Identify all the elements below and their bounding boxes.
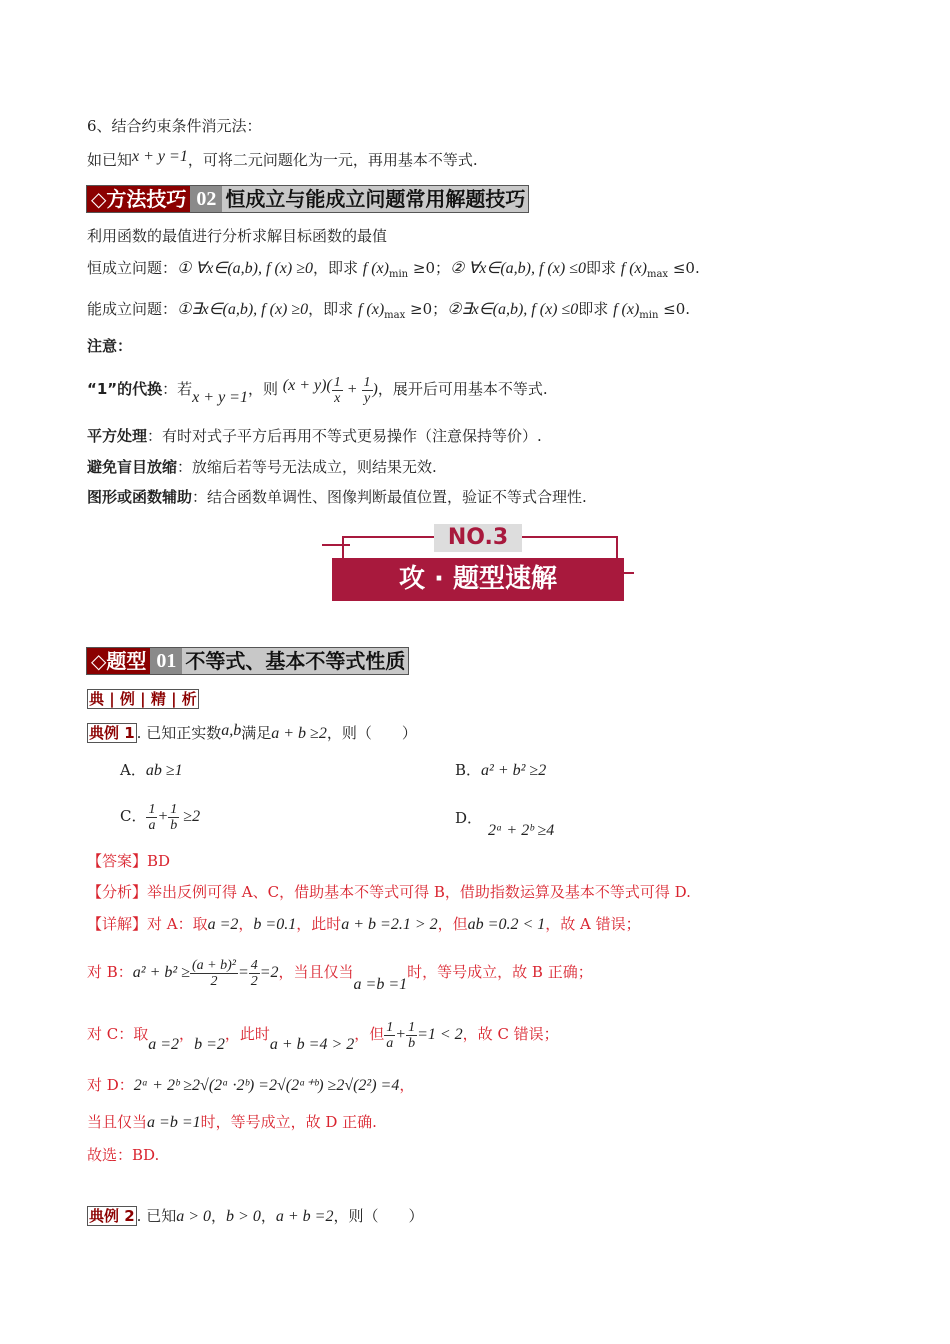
paragraph: [87, 258, 700, 285]
paragraph: [87, 457, 437, 477]
text: ，即求: [308, 300, 354, 318]
paragraph: [87, 689, 199, 709]
section-header: [86, 185, 529, 213]
math: f (x): [620, 260, 647, 277]
denominator: b: [408, 1035, 416, 1051]
denominator: a: [148, 817, 156, 833]
text: 对 D：: [87, 1076, 134, 1094]
math: x + y =1: [132, 148, 188, 165]
math: (x + y)(: [282, 377, 332, 394]
numerator: 4: [250, 957, 258, 973]
example-analysis-tag: 典 | 例 | 精 | 析: [89, 690, 197, 708]
paragraph: 利用函数的最值进行分析求解目标函数的最值: [87, 227, 388, 245]
bold-label: “1”的代换: [87, 380, 163, 398]
math: ≥0；: [405, 300, 448, 318]
math: 2ᵃ + 2ᵇ ≥4: [488, 822, 555, 839]
text: ：结合函数单调性、图像判断最值位置，验证不等式合理性.: [192, 488, 587, 506]
text: ，展开后可用基本不等式.: [377, 380, 548, 398]
text: 时，等号成立，故 B 正确；: [407, 963, 593, 981]
detail-a: [87, 914, 641, 935]
banner-tick: [322, 544, 350, 546]
example-tag: 典例 1: [89, 724, 135, 742]
math: ≥2: [179, 808, 201, 825]
math: ①∃x∈(a,b), f (x) ≥0: [177, 301, 309, 318]
text: ，可将二元问题化为一元，再用基本不等式.: [187, 151, 478, 169]
text: ：若: [162, 380, 193, 398]
text: ，故 A 错误；: [545, 915, 641, 933]
bold-label: 图形或函数辅助: [87, 488, 193, 506]
fraction: [332, 375, 343, 406]
section-label: ◇方法技巧: [87, 186, 190, 212]
text: ，故 C 错误；: [462, 1025, 559, 1043]
fraction: [384, 1020, 395, 1051]
math: =1 < 2: [417, 1026, 463, 1043]
paragraph: [87, 487, 587, 507]
option-c: C． $\frac{1}{a}$ + $\frac{1}{b}$ ≥2: [120, 801, 201, 833]
section-label: ◇题型: [87, 648, 150, 674]
math: ②∃x∈(a,b), f (x) ≤0: [447, 301, 579, 318]
text: 如已知: [87, 151, 133, 169]
text: 恒成立问题：: [87, 259, 178, 277]
numerator: 1: [148, 801, 156, 817]
denominator: b: [170, 817, 178, 833]
fraction: [146, 802, 157, 833]
math: a + b =2.1 > 2: [341, 916, 438, 933]
math: a² + b² ≥: [132, 964, 190, 981]
option-b: [455, 760, 546, 781]
math: a + b =4 > 2: [269, 1036, 355, 1053]
math: a =b =1: [353, 976, 408, 993]
math: f (x): [362, 260, 389, 277]
text: ，即求: [312, 259, 358, 277]
numerator: 1: [408, 1019, 416, 1035]
numerator: 1: [170, 801, 178, 817]
math: +: [342, 381, 362, 398]
denominator: a: [386, 1035, 394, 1051]
text: ，则: [247, 380, 278, 398]
paragraph: [87, 426, 542, 446]
text: 时，等号成立，故 D 正确.: [200, 1113, 377, 1131]
text: 即求: [585, 259, 616, 277]
math: ab =0.2 < 1: [467, 916, 546, 933]
fraction: [190, 958, 238, 989]
math: min: [639, 310, 659, 321]
text: ，此时: [296, 915, 342, 933]
detail-c: 对 C：取a =2，b =2，此时a + b =4 > 2，但 $\frac{1}{a}$ + $\frac{1}{b}$ =1 < 2，故 C 错误；: [87, 1019, 559, 1053]
fraction: [249, 958, 260, 989]
text: 对 B：: [87, 963, 133, 981]
math: b =0.1: [253, 916, 297, 933]
text: ，: [399, 1076, 415, 1094]
math: =: [237, 964, 249, 981]
section-title: 不等式、基本不等式性质: [182, 648, 408, 674]
math: a + b =2: [275, 1208, 334, 1225]
conclusion: 故选：BD.: [87, 1146, 160, 1164]
text: 对 C：取: [87, 1025, 149, 1043]
detail-b: [87, 950, 593, 995]
note-label: 注意：: [87, 337, 133, 355]
text: ，则（ ）: [333, 1207, 424, 1225]
math: a,b: [221, 722, 242, 739]
text: ，此时: [224, 1025, 270, 1043]
text: . 已知: [136, 1207, 177, 1225]
text: ，: [260, 1207, 276, 1225]
text: 当且仅当: [87, 1113, 148, 1131]
option-label: B．: [455, 761, 482, 779]
math: x + y =1: [192, 389, 248, 406]
text: 即求: [578, 300, 609, 318]
math: a² + b² ≥2: [481, 762, 547, 779]
denominator: 2: [210, 973, 218, 989]
banner: [322, 520, 634, 602]
section-number: 01: [150, 648, 182, 674]
math: max: [646, 269, 669, 280]
text: ，当且仅当: [278, 963, 354, 981]
math: ② ∀x∈(a,b), f (x) ≤0: [450, 260, 586, 277]
math: ≤0.: [658, 300, 691, 318]
text: ：有时对式子平方后再用不等式更易操作（注意保持等价）.: [147, 427, 542, 445]
math: ab ≥1: [145, 762, 183, 779]
math: a =2: [207, 916, 239, 933]
denominator: x: [334, 390, 341, 406]
option-label: A．: [120, 761, 146, 779]
analysis: 【分析】举出反例可得 A、C，借助基本不等式可得 B，借助指数运算及基本不等式可得 D.: [87, 883, 691, 901]
paragraph: [87, 299, 690, 326]
text: . 已知正实数: [136, 724, 222, 742]
option-a: [120, 760, 183, 781]
numerator: (a + b)²: [191, 957, 236, 973]
example-question: [87, 1206, 423, 1227]
section-number: 02: [190, 186, 222, 212]
math: b > 0: [226, 1208, 261, 1225]
example-tag: 典例 2: [89, 1207, 135, 1225]
text: ，则（ ）: [326, 724, 417, 742]
answer: 【答案】BD: [87, 852, 171, 870]
text: ：放缩后若等号无法成立，则结果无效.: [177, 458, 437, 476]
text: 满足: [241, 724, 272, 742]
text: ，: [211, 1207, 227, 1225]
bold-label: 平方处理: [87, 427, 148, 445]
text: ，但: [437, 915, 468, 933]
banner-title: 攻 · 题型速解: [332, 558, 624, 601]
section-title: 恒成立与能成立问题常用解题技巧: [222, 186, 528, 212]
denominator: y: [363, 390, 371, 406]
bold-label: 避免盲目放缩: [87, 458, 178, 476]
math: b =2: [194, 1036, 225, 1053]
option-label: C．: [120, 807, 147, 825]
option-d: [455, 808, 555, 839]
detail-e: [87, 1112, 377, 1133]
denominator: 2: [250, 973, 258, 989]
math: min: [388, 269, 409, 280]
math: =2: [259, 964, 279, 981]
fraction: [406, 1020, 417, 1051]
banner-number: NO.3: [434, 524, 522, 552]
math: ① ∀x∈(a,b), f (x) ≥0: [177, 260, 313, 277]
math: ): [372, 381, 378, 398]
paragraph: 6、结合约束条件消元法：: [87, 117, 262, 135]
numerator: 1: [333, 374, 341, 390]
text: ，但: [354, 1025, 385, 1043]
paragraph: [87, 150, 478, 171]
math: 2ᵃ + 2ᵇ ≥2√(2ᵃ ·2ᵇ) =2√(2ᵃ⁺ᵇ) ≥2√(2²) =4: [133, 1077, 400, 1094]
math: ≤0.: [668, 259, 700, 277]
option-label: D．: [455, 809, 483, 827]
math: a + b ≥2: [271, 725, 327, 742]
example-question: [87, 723, 417, 744]
numerator: 1: [386, 1019, 394, 1035]
text: 【详解】对 A：取: [87, 915, 208, 933]
math: a > 0: [176, 1208, 212, 1225]
detail-d: [87, 1075, 414, 1096]
math: max: [384, 310, 406, 321]
math: a =2: [148, 1036, 180, 1053]
section-header: [86, 647, 409, 675]
math: f (x): [357, 301, 385, 318]
fraction: [362, 375, 373, 406]
numerator: 1: [363, 374, 371, 390]
paragraph: [87, 372, 548, 407]
text: ，: [238, 915, 254, 933]
fraction: [168, 802, 179, 833]
text: ，: [179, 1025, 195, 1043]
math: a =b =1: [147, 1114, 201, 1131]
text: 能成立问题：: [87, 300, 178, 318]
math: f (x): [613, 301, 640, 318]
math: ≥0；: [408, 259, 450, 277]
